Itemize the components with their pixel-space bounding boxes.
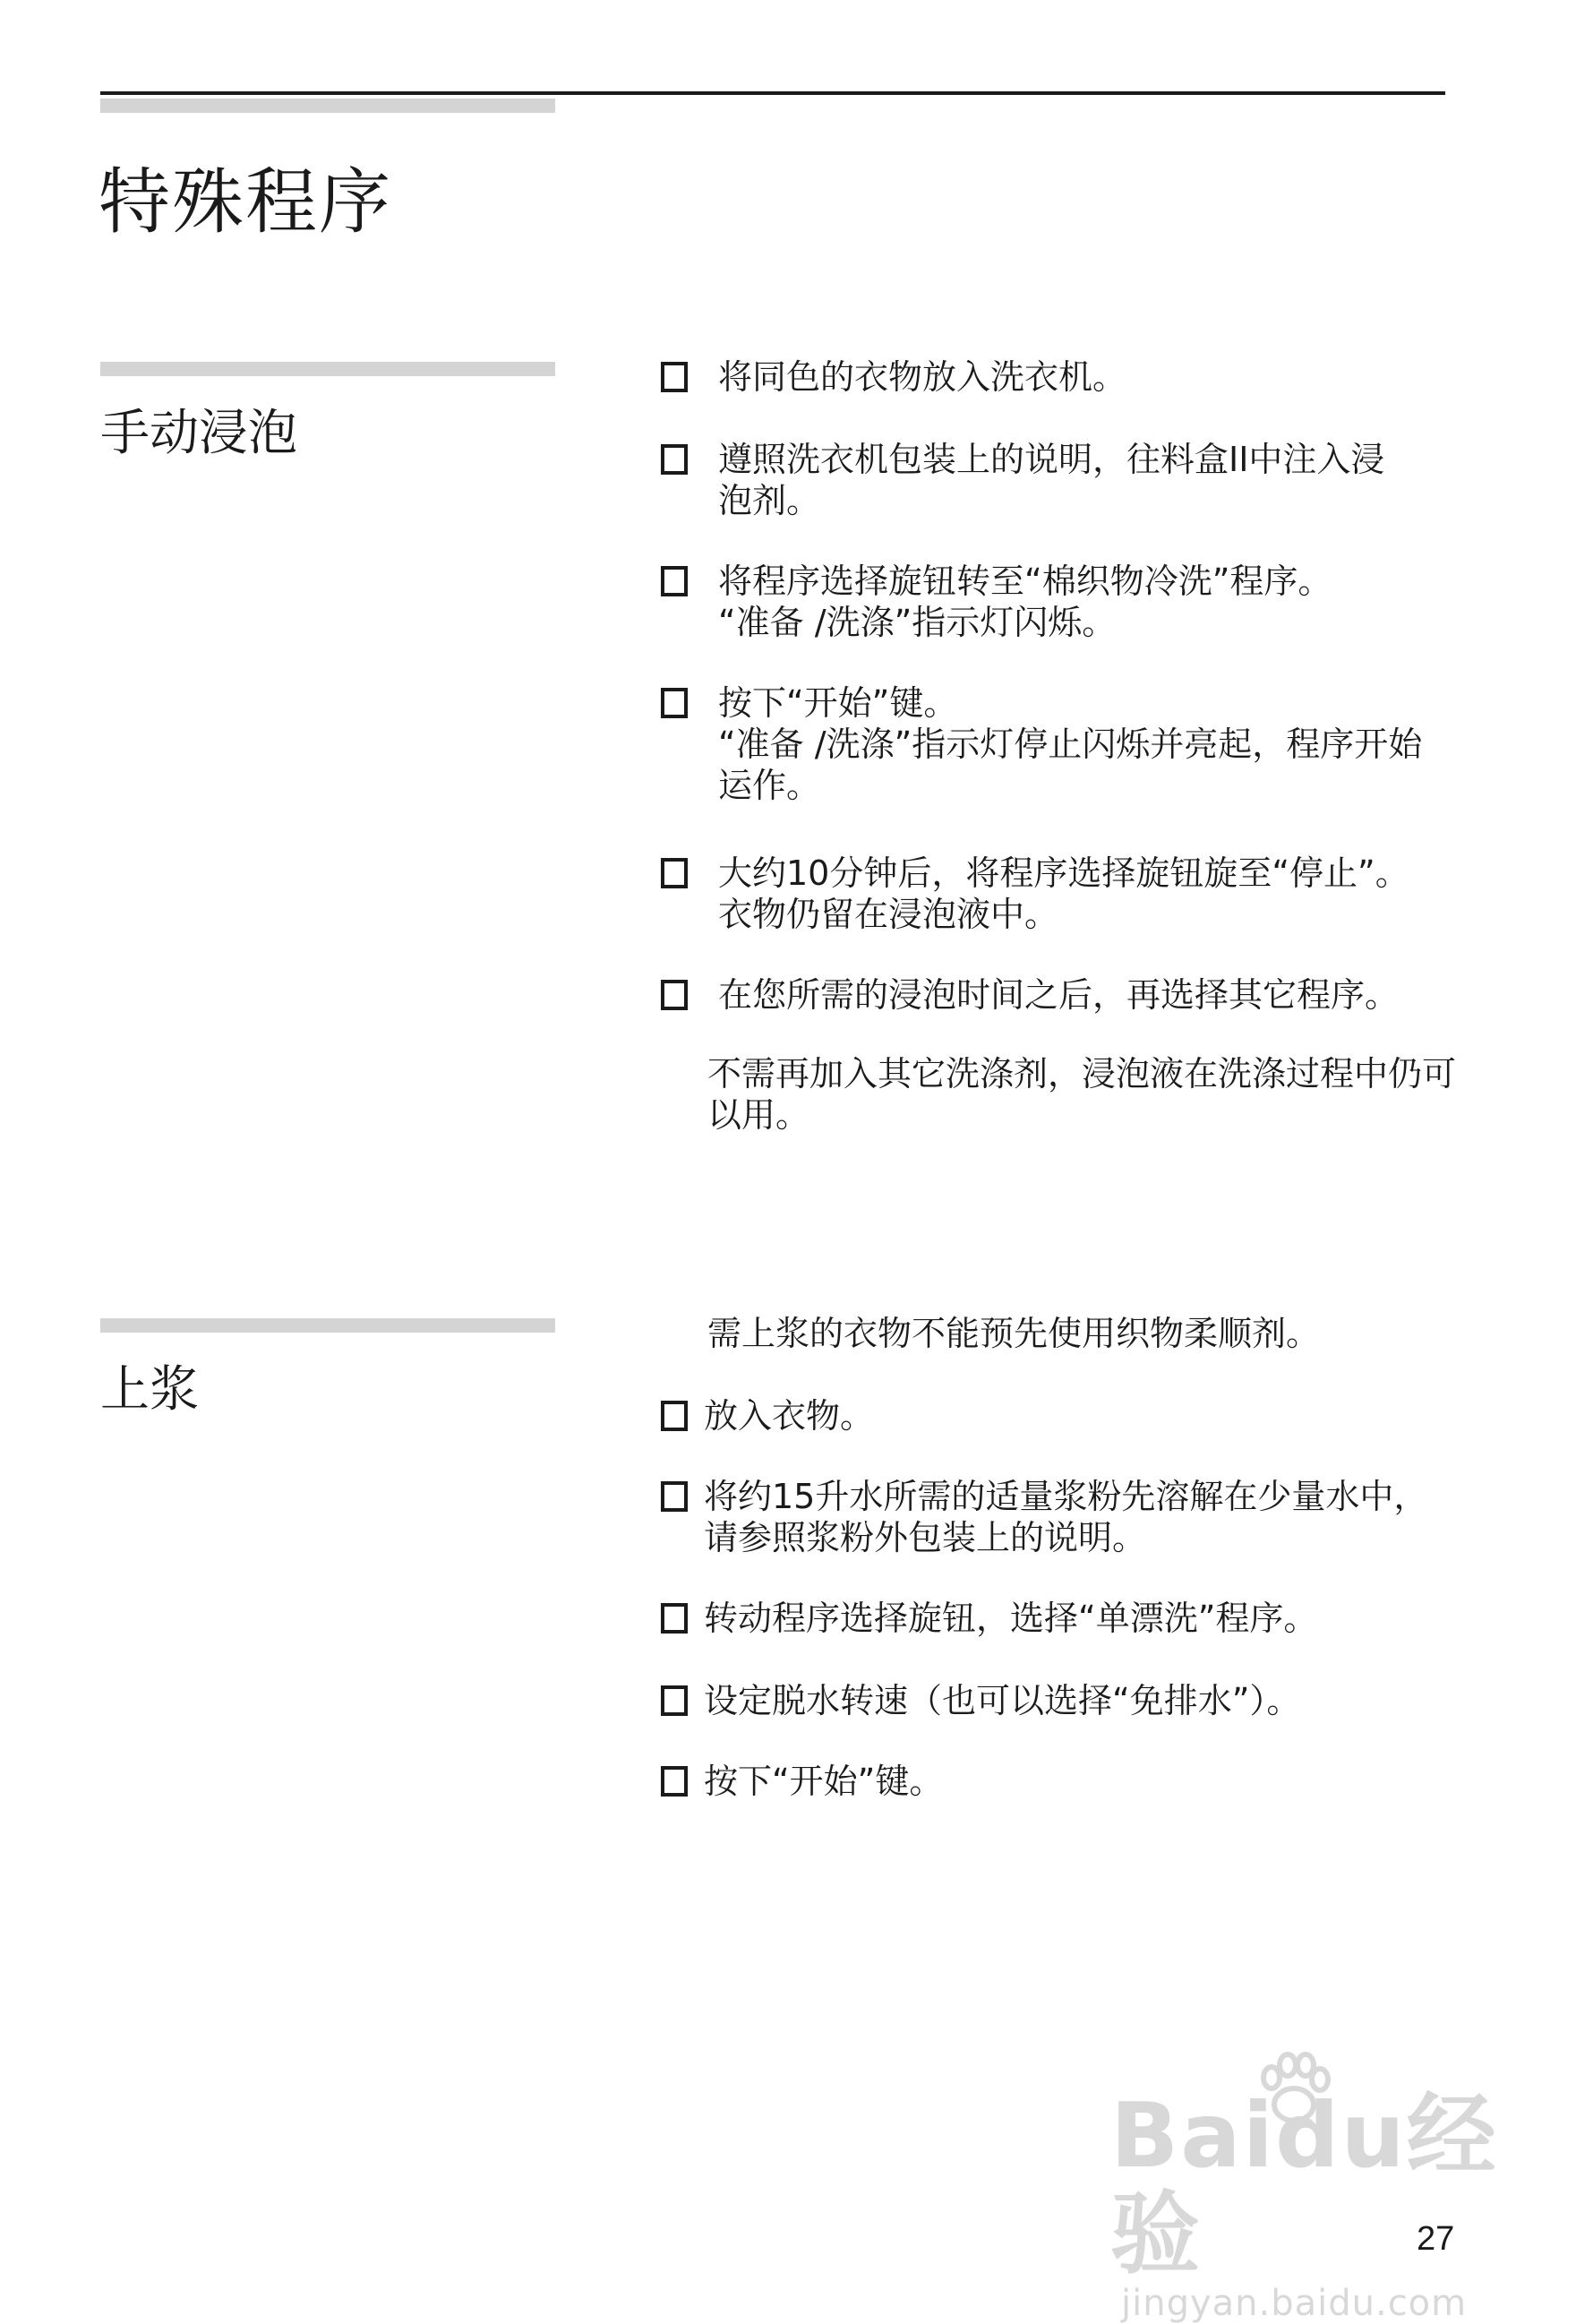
starch-step-4: 设定脱水转速（也可以选择“免排水”）。 <box>659 1680 1483 1721</box>
checkbox-icon <box>661 1401 688 1431</box>
checkbox-icon <box>661 566 688 596</box>
checkbox-icon <box>661 1603 688 1634</box>
soak-note: 不需再加入其它洗涤剂，浸泡液在洗涤过程中仍可以用。 <box>707 1054 1457 1135</box>
checkbox-icon <box>661 362 688 392</box>
checkbox-icon <box>661 980 688 1010</box>
watermark <box>1110 2083 1576 2324</box>
soak-step-2: 遵照洗衣机包装上的说明，往料盒II中注入浸泡剂。 <box>659 439 1483 521</box>
section-title-soak: 手动浸泡 <box>100 404 298 461</box>
starch-intro: 需上浆的衣物不能预先使用织物柔顺剂。 <box>707 1314 1321 1353</box>
checkbox-icon <box>661 858 688 888</box>
soak-step-5: 大约10分钟后，将程序选择旋钮旋至“停止”。 衣物仍留在浸泡液中。 <box>659 853 1483 935</box>
checkbox-icon <box>661 1481 688 1512</box>
title-rule <box>100 99 555 113</box>
soak-step-3: 将程序选择旋钮转至“棉织物冷洗”程序。 “准备 /洗涤”指示灯闪烁。 <box>659 561 1483 643</box>
section-rule-soak <box>100 362 555 376</box>
page-number: 27 <box>1417 2220 1455 2258</box>
starch-step-2: 将约15升水所需的适量浆粉先溶解在少量水中，请参照浆粉外包装上的说明。 <box>659 1476 1483 1558</box>
page-title: 特殊程序 <box>98 160 392 244</box>
soak-step-6: 在您所需的浸泡时间之后，再选择其它程序。 <box>659 974 1483 1016</box>
starch-step-1: 放入衣物。 <box>659 1395 1483 1436</box>
soak-step-1: 将同色的衣物放入洗衣机。 <box>659 356 1483 398</box>
starch-step-5: 按下“开始”键。 <box>659 1761 1483 1802</box>
soak-step-4: 按下“开始”键。 “准备 /洗涤”指示灯停止闪烁并亮起，程序开始运作。 <box>659 682 1483 806</box>
watermark-url: jingyan.baidu.com <box>1121 2283 1468 2324</box>
checkbox-icon <box>661 444 688 475</box>
section-title-starch: 上浆 <box>100 1360 200 1418</box>
starch-step-3: 转动程序选择旋钮，选择“单漂洗”程序。 <box>659 1598 1483 1639</box>
checkbox-icon <box>661 688 688 718</box>
checkbox-icon <box>661 1766 688 1797</box>
section-rule-starch <box>100 1318 555 1333</box>
watermark-logo: Baidu经验 <box>1110 2083 1498 2286</box>
checkbox-icon <box>661 1685 688 1716</box>
top-rule <box>100 91 1445 95</box>
